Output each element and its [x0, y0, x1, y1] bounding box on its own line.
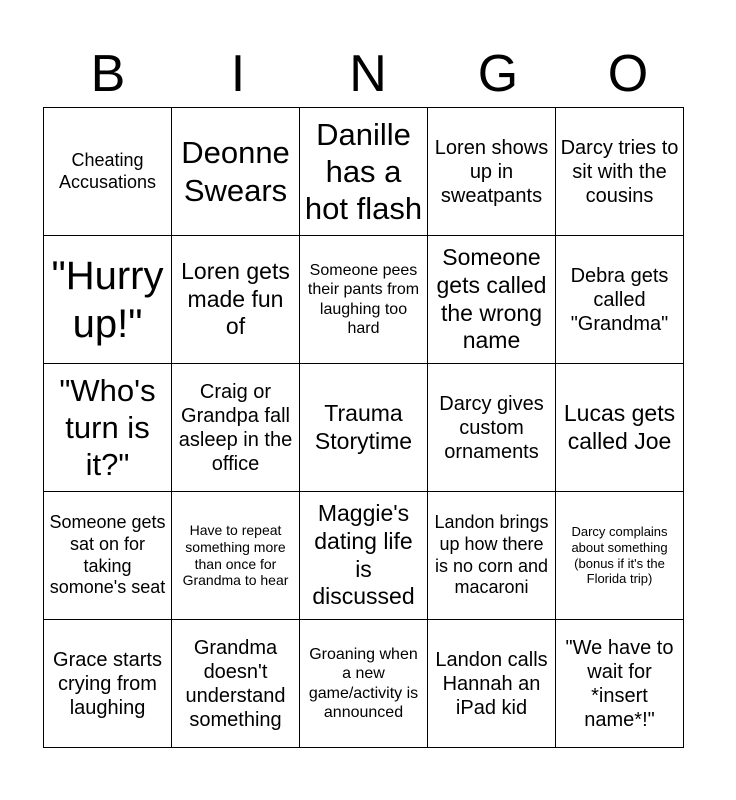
- bingo-cell: Maggie's dating life is discussed: [300, 492, 428, 620]
- bingo-cell: Debra gets called "Grandma": [556, 236, 684, 364]
- bingo-cell: Darcy tries to sit with the cousins: [556, 108, 684, 236]
- board-row: [44, 236, 684, 364]
- board-row: [44, 620, 684, 748]
- bingo-cell: "Who's turn is it?": [44, 364, 172, 492]
- board-row: [44, 492, 684, 620]
- bingo-cell: Darcy gives custom ornaments: [428, 364, 556, 492]
- bingo-cell: Groaning when a new game/activity is announced: [300, 620, 428, 748]
- bingo-cell: Grace starts crying from laughing: [44, 620, 172, 748]
- bingo-cell: Darcy complains about something (bonus if it's the Florida trip): [556, 492, 684, 620]
- header-letter-g: G: [477, 45, 519, 103]
- bingo-cell: Someone pees their pants from laughing too hard: [300, 236, 428, 364]
- bingo-cell: Deonne Swears: [172, 108, 300, 236]
- bingo-cell: Trauma Storytime: [300, 364, 428, 492]
- header-letter-n: N: [349, 45, 387, 103]
- bingo-cell: Grandma doesn't understand something: [172, 620, 300, 748]
- header-letter-i: I: [230, 45, 246, 103]
- board-row: [44, 108, 684, 236]
- board-row: [44, 364, 684, 492]
- bingo-cell: Lucas gets called Joe: [556, 364, 684, 492]
- bingo-cell: Have to repeat something more than once for Grandma to hear: [172, 492, 300, 620]
- bingo-cell: Loren shows up in sweatpants: [428, 108, 556, 236]
- header-letter-o: O: [607, 45, 649, 103]
- bingo-header: [43, 40, 693, 108]
- bingo-cell: Danille has a hot flash: [300, 108, 428, 236]
- bingo-cell: Someone gets sat on for taking somone's seat: [44, 492, 172, 620]
- bingo-board: [43, 107, 684, 748]
- bingo-cell: Cheating Accusations: [44, 108, 172, 236]
- header-letter-b: B: [90, 45, 126, 103]
- bingo-cell: "Hurry up!": [44, 236, 172, 364]
- bingo-cell: Landon calls Hannah an iPad kid: [428, 620, 556, 748]
- bingo-cell: Craig or Grandpa fall asleep in the office: [172, 364, 300, 492]
- bingo-cell: "We have to wait for *insert name*!": [556, 620, 684, 748]
- bingo-cell: Loren gets made fun of: [172, 236, 300, 364]
- bingo-cell: Someone gets called the wrong name: [428, 236, 556, 364]
- bingo-cell: Landon brings up how there is no corn and macaroni: [428, 492, 556, 620]
